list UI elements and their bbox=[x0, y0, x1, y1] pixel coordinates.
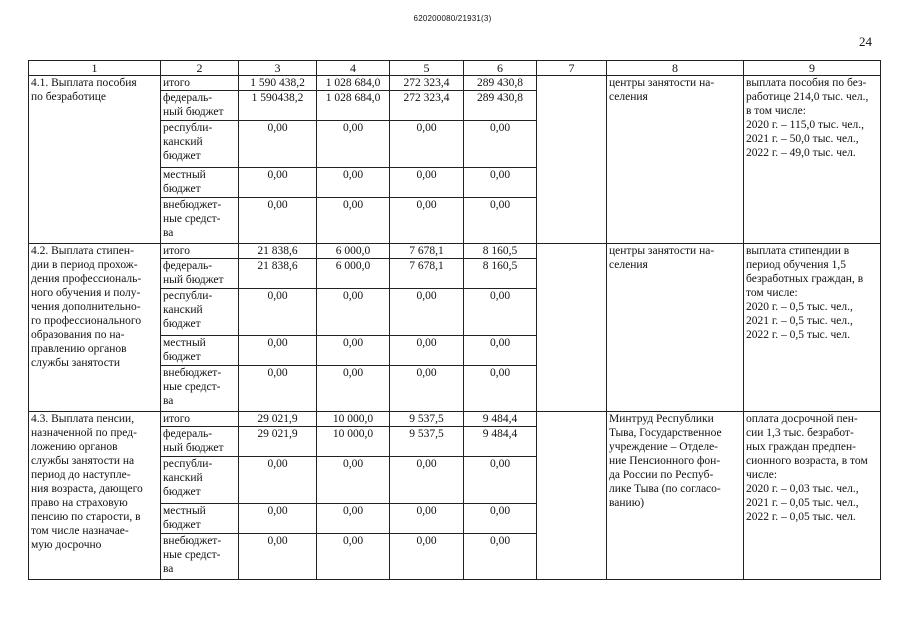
amount-cell: 0,00 bbox=[390, 121, 464, 168]
document-id: 620200080/21931(3) bbox=[413, 14, 492, 23]
amount-cell: 0,00 bbox=[317, 366, 390, 412]
amount-cell: 0,00 bbox=[390, 336, 464, 366]
funding-source: местный бюджет bbox=[161, 336, 239, 366]
table-body bbox=[29, 76, 881, 580]
amount-cell: 0,00 bbox=[464, 534, 537, 580]
page-number: 24 bbox=[859, 34, 872, 49]
amount-cell: 1 028 684,0 bbox=[317, 76, 390, 91]
funding-source: местный бюджет bbox=[161, 504, 239, 534]
column-header: 6 bbox=[464, 61, 537, 76]
amount-cell: 0,00 bbox=[317, 168, 390, 198]
table-row bbox=[29, 76, 881, 91]
amount-cell: 9 537,5 bbox=[390, 427, 464, 457]
funding-source: республи- канский бюджет bbox=[161, 289, 239, 336]
executor-cell: центры занятости на- селения bbox=[607, 244, 744, 412]
amount-cell: 0,00 bbox=[317, 457, 390, 504]
amount-cell: 0,00 bbox=[390, 457, 464, 504]
empty-column-7 bbox=[537, 76, 607, 244]
amount-cell: 289 430,8 bbox=[464, 76, 537, 91]
funding-source: итого bbox=[161, 244, 239, 259]
measures-table bbox=[28, 60, 881, 580]
amount-cell: 6 000,0 bbox=[317, 259, 390, 289]
amount-cell: 21 838,6 bbox=[239, 244, 317, 259]
funding-source: республи- канский бюджет bbox=[161, 121, 239, 168]
result-cell: выплата стипендии в период обучения 1,5 безработных граждан, в том числе: 2020 г. – 0,5 тыс. чел., 2021 г. – 0,5 тыс. чел., 2022 г. – 0,5 тыс. чел. bbox=[744, 244, 881, 412]
amount-cell: 0,00 bbox=[390, 168, 464, 198]
measure-title: 4.2. Выплата стипен- дии в период прохож- дения профессиональ- ного обучения и полу- чения дополнительно- го профессионального образования по на- правлению органов службы занятости bbox=[29, 244, 161, 412]
amount-cell: 0,00 bbox=[390, 504, 464, 534]
amount-cell: 272 323,4 bbox=[390, 76, 464, 91]
amount-cell: 0,00 bbox=[390, 289, 464, 336]
funding-source: федераль- ный бюджет bbox=[161, 427, 239, 457]
column-number-row bbox=[29, 61, 881, 76]
measure-title: 4.1. Выплата пособия по безработице bbox=[29, 76, 161, 244]
amount-cell: 10 000,0 bbox=[317, 427, 390, 457]
funding-source: внебюджет- ные средст- ва bbox=[161, 366, 239, 412]
column-header: 4 bbox=[317, 61, 390, 76]
amount-cell: 0,00 bbox=[317, 289, 390, 336]
amount-cell: 29 021,9 bbox=[239, 427, 317, 457]
amount-cell: 0,00 bbox=[317, 336, 390, 366]
amount-cell: 0,00 bbox=[464, 168, 537, 198]
table-row bbox=[29, 244, 881, 259]
amount-cell: 6 000,0 bbox=[317, 244, 390, 259]
amount-cell: 0,00 bbox=[464, 198, 537, 244]
funding-source: республи- канский бюджет bbox=[161, 457, 239, 504]
column-header: 2 bbox=[161, 61, 239, 76]
amount-cell: 272 323,4 bbox=[390, 91, 464, 121]
amount-cell: 0,00 bbox=[239, 121, 317, 168]
amount-cell: 0,00 bbox=[239, 336, 317, 366]
amount-cell: 8 160,5 bbox=[464, 259, 537, 289]
amount-cell: 0,00 bbox=[317, 504, 390, 534]
column-header: 5 bbox=[390, 61, 464, 76]
empty-column-7 bbox=[537, 244, 607, 412]
amount-cell: 0,00 bbox=[390, 198, 464, 244]
amount-cell: 0,00 bbox=[464, 121, 537, 168]
funding-source: внебюджет- ные средст- ва bbox=[161, 198, 239, 244]
funding-source: внебюджет- ные средст- ва bbox=[161, 534, 239, 580]
amount-cell: 0,00 bbox=[317, 534, 390, 580]
column-header: 7 bbox=[537, 61, 607, 76]
funding-source: федераль- ный бюджет bbox=[161, 259, 239, 289]
amount-cell: 0,00 bbox=[239, 504, 317, 534]
amount-cell: 10 000,0 bbox=[317, 412, 390, 427]
executor-cell: Минтруд Республики Тыва, Государственное учреждение – Отделе- ние Пенсионного фон- да России по Респуб- лике Тыва (по согласо- ванию) bbox=[607, 412, 744, 580]
amount-cell: 0,00 bbox=[464, 457, 537, 504]
amount-cell: 9 537,5 bbox=[390, 412, 464, 427]
amount-cell: 0,00 bbox=[464, 504, 537, 534]
amount-cell: 1 590 438,2 bbox=[239, 76, 317, 91]
amount-cell: 0,00 bbox=[239, 457, 317, 504]
amount-cell: 0,00 bbox=[464, 366, 537, 412]
amount-cell: 0,00 bbox=[239, 198, 317, 244]
amount-cell: 7 678,1 bbox=[390, 244, 464, 259]
amount-cell: 0,00 bbox=[239, 534, 317, 580]
column-header: 1 bbox=[29, 61, 161, 76]
amount-cell: 8 160,5 bbox=[464, 244, 537, 259]
amount-cell: 9 484,4 bbox=[464, 427, 537, 457]
amount-cell: 0,00 bbox=[317, 121, 390, 168]
amount-cell: 1 590438,2 bbox=[239, 91, 317, 121]
column-header: 9 bbox=[744, 61, 881, 76]
amount-cell: 7 678,1 bbox=[390, 259, 464, 289]
measure-title: 4.3. Выплата пенсии, назначенной по пред- ложению органов службы занятости на период до наступле- ния возраста, дающего право на страховую пенсию по старости, в том числе назначае- мую досрочно bbox=[29, 412, 161, 580]
table-row bbox=[29, 412, 881, 427]
executor-cell: центры занятости на- селения bbox=[607, 76, 744, 244]
amount-cell: 1 028 684,0 bbox=[317, 91, 390, 121]
amount-cell: 0,00 bbox=[239, 366, 317, 412]
amount-cell: 0,00 bbox=[390, 534, 464, 580]
funding-source: местный бюджет bbox=[161, 168, 239, 198]
amount-cell: 21 838,6 bbox=[239, 259, 317, 289]
funding-source: итого bbox=[161, 412, 239, 427]
amount-cell: 289 430,8 bbox=[464, 91, 537, 121]
amount-cell: 29 021,9 bbox=[239, 412, 317, 427]
amount-cell: 0,00 bbox=[317, 198, 390, 244]
column-header: 8 bbox=[607, 61, 744, 76]
result-cell: выплата пособия по без- работице 214,0 тыс. чел., в том числе: 2020 г. – 115,0 тыс. чел., 2021 г. – 50,0 тыс. чел., 2022 г. – 49,0 тыс. чел. bbox=[744, 76, 881, 244]
result-cell: оплата досрочной пен- сии 1,3 тыс. безработ- ных граждан предпен- сионного возраста, в том числе: 2020 г. – 0,03 тыс. чел., 2021 г. – 0,05 тыс. чел., 2022 г. – 0,05 тыс. чел. bbox=[744, 412, 881, 580]
amount-cell: 9 484,4 bbox=[464, 412, 537, 427]
column-header: 3 bbox=[239, 61, 317, 76]
funding-source: итого bbox=[161, 76, 239, 91]
funding-source: федераль- ный бюджет bbox=[161, 91, 239, 121]
amount-cell: 0,00 bbox=[464, 336, 537, 366]
empty-column-7 bbox=[537, 412, 607, 580]
amount-cell: 0,00 bbox=[464, 289, 537, 336]
amount-cell: 0,00 bbox=[239, 289, 317, 336]
amount-cell: 0,00 bbox=[390, 366, 464, 412]
amount-cell: 0,00 bbox=[239, 168, 317, 198]
